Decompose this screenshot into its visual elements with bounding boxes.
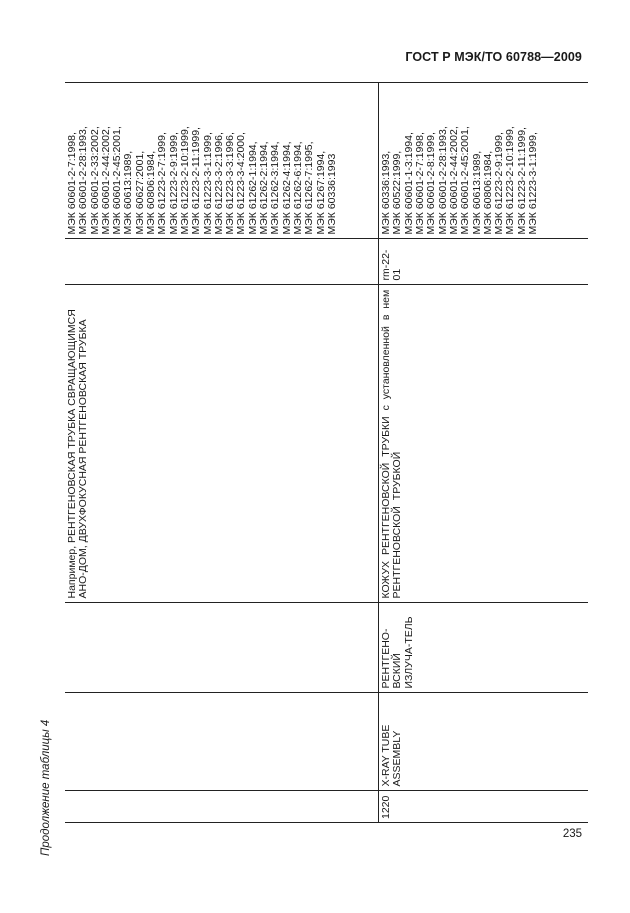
reference-item: МЭК 61262-7:1995, [303,141,316,235]
reference-item: МЭК 60601-1-3:1994, [402,132,415,235]
reference-item: МЭК 61223-2-10:1999, [178,126,191,235]
reference-item: МЭК 61223-2-9:1999, [493,132,506,235]
code-cell [379,239,588,285]
term-number: 1220 [380,795,393,819]
reference-item: МЭК 60601-2-44:2002, [99,126,112,235]
reference-item: МЭК 61223-2-10:1999, [504,126,517,235]
table-row [65,82,379,823]
term-en: X-RAY TUBE ASSEMBLY [380,724,404,787]
reference-item: МЭК 60627:2001, [133,150,146,235]
reference-item: МЭК 60806:1984, [145,150,158,235]
reference-item: МЭК 60601-2-7:1998, [414,132,427,235]
reference-item: МЭК 61223-2-7:1999, [156,132,169,235]
reference-item: МЭК 60806:1984, [481,150,494,235]
reference-item: МЭК 61223-3-1:1999, [527,132,540,235]
rotated-table-container [65,82,588,823]
reference-item: МЭК 60613:1989, [122,150,135,235]
term-code: rm-22-01 [380,249,404,281]
reference-item: МЭК 60601-2-7:1998, [66,132,78,235]
reference-item: МЭК 61223-3-2:1996, [212,132,225,235]
term-ru-cell [379,603,588,693]
terms-table [65,82,588,823]
reference-item: МЭК 60601-2-28:1993, [77,126,90,235]
references-cell [65,82,379,239]
definition-text: КОЖУХ РЕНТГЕНОВСКОЙ ТРУБКИ с установленной в нем РЕНТГЕНОВСКОЙ ТРУБКОЙ [380,289,404,599]
reference-item: МЭК 60601-2-45:2001, [459,126,472,235]
table-row [379,82,588,823]
references-list [67,86,338,235]
reference-item: МЭК 60336:1993, [380,150,393,235]
term-en-cell [379,693,588,791]
definition-cell [65,285,379,603]
reference-item: МЭК 61262-6:1994, [291,141,304,235]
reference-item: МЭК 60336:1993 [325,153,338,235]
definition-cell [379,285,588,603]
reference-item: МЭК 61267:1994, [314,150,327,235]
term-ru: РЕНТГЕНО-ВСКИЙ ИЗЛУЧА-ТЕЛЬ [380,616,415,689]
reference-item: МЭК 60601-2-33:2002, [88,126,101,235]
reference-item: МЭК 61223-2-11:1999, [515,127,528,235]
definition-text: Например, РЕНТГЕНОВСКАЯ ТРУБКА СВРАЩАЮЩИМСЯ АНО-ДОМ, ДВУХФОКУСНАЯ РЕНТГЕНОВСКАЯ ТРУБКА [66,309,90,599]
reference-item: МЭК 61223-3-4:2000, [235,132,248,235]
code-cell [65,239,379,285]
reference-item: МЭК 61262-3:1994, [269,141,282,235]
reference-item: МЭК 60601-2-28:1993, [436,126,449,235]
references-cell [379,82,588,239]
reference-item: МЭК 61262-1:1994, [246,141,259,235]
term-en-cell [65,693,379,791]
reference-item: МЭК 61223-2-11:1999, [190,127,203,235]
reference-item: МЭК 61262-2:1994, [258,141,271,235]
reference-item: МЭК 60522:1999, [391,150,404,235]
references-list [381,86,539,235]
document-header: ГОСТ Р МЭК/ТО 60788—2009 [405,50,582,64]
reference-item: МЭК 60601-2-45:2001, [111,126,124,235]
reference-item: МЭК 61262-4:1994, [280,141,293,235]
reference-item: МЭК 61223-3-3:1996, [224,132,237,235]
reference-item: МЭК 61223-2-9:1999, [167,132,180,235]
row-number-cell [65,791,379,823]
reference-item: МЭК 60601-2-8:1999, [425,132,438,235]
reference-item: МЭК 61223-3-1:1999, [201,132,214,235]
reference-item: МЭК 60613:1989, [470,150,483,235]
reference-item: МЭК 60601-2-44:2002, [447,126,460,235]
page-number: 235 [562,828,582,840]
term-ru-cell [65,603,379,693]
row-number-cell [379,791,588,823]
table-caption: Продолжение таблицы 4 [40,719,52,856]
